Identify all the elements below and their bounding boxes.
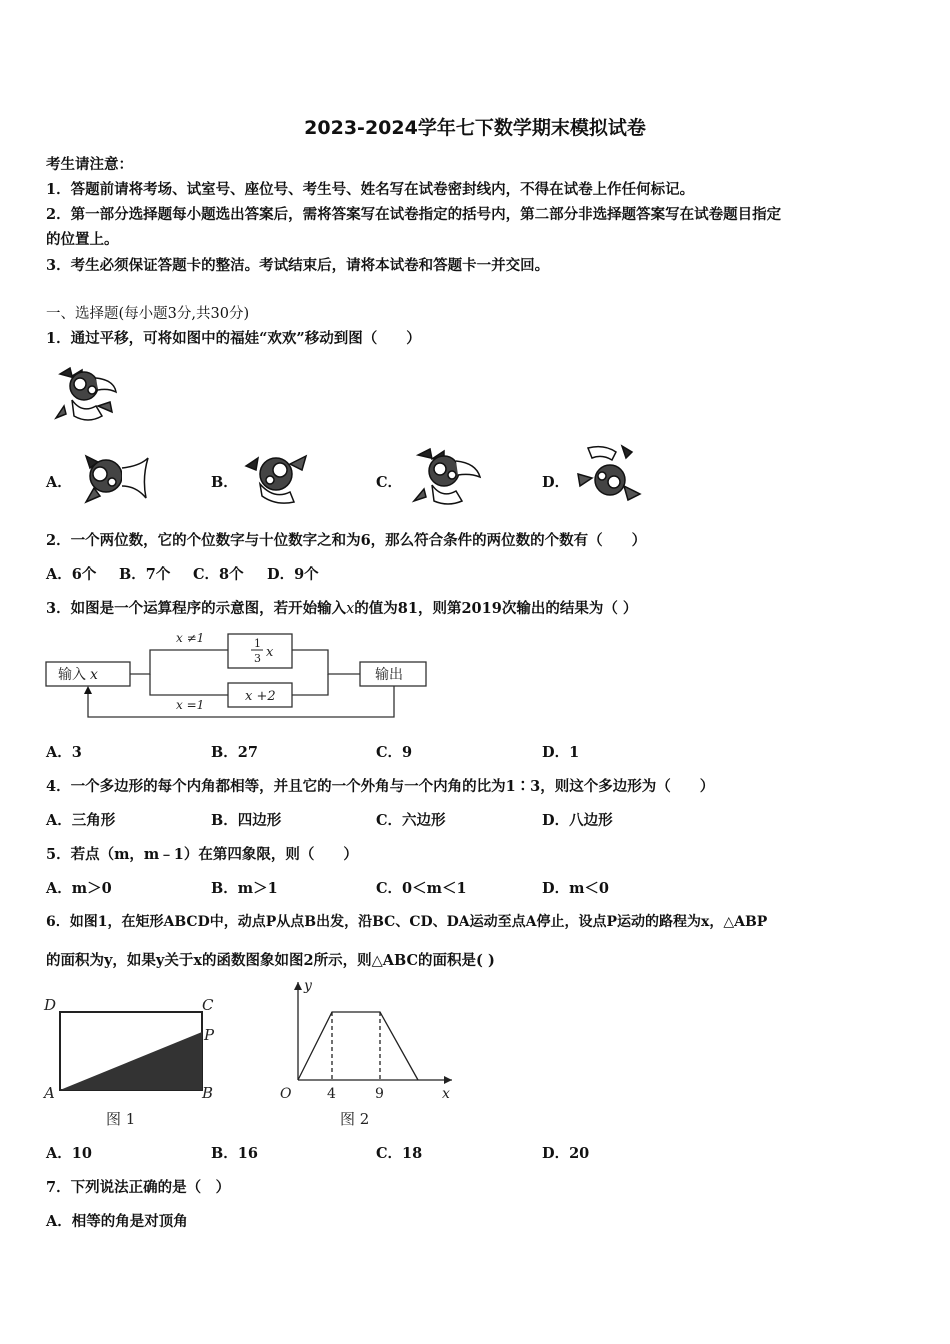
frac-denominator: 3 — [254, 652, 261, 665]
q3-option-c[interactable]: C．9 — [376, 744, 413, 761]
tick-4: 4 — [327, 1086, 336, 1102]
cond-equals-one: x =1 — [176, 698, 205, 712]
q5-stem: 5．若点（m，m﹣1）在第四象限，则（ ） — [46, 846, 358, 863]
notice-heading: 考生请注意： — [46, 156, 133, 173]
fuwa-option-c-image — [410, 447, 484, 507]
q6-figure-1 — [42, 994, 222, 1130]
q6-stem-line1: 6．如图1，在矩形ABCD中，动点P从点B出发，沿BC、CD、DA运动至点A停止，设点P运动的路程为x，△ABP — [46, 914, 768, 930]
frac-var: x — [266, 645, 274, 660]
fig1-caption: 图 1 — [106, 1110, 136, 1128]
q2-option-b[interactable]: B．7个 — [119, 566, 171, 583]
fuwa-option-d-image — [574, 444, 646, 504]
q3-option-a[interactable]: A．3 — [46, 744, 82, 761]
q6-option-d[interactable]: D．20 — [542, 1145, 590, 1162]
q1-option-b[interactable]: B． — [211, 474, 238, 491]
q2-option-c[interactable]: C．8个 — [193, 566, 244, 583]
q3-option-d[interactable]: D．1 — [542, 744, 580, 761]
fuwa-option-a-image — [76, 448, 152, 506]
page-title: 2023-2024学年七下数学期末模拟试卷 — [304, 117, 646, 139]
cond-not-one: x ≠1 — [176, 631, 205, 645]
section-heading: 一、选择题(每小题3分,共30分) — [46, 306, 250, 322]
triangle-abp — [60, 1032, 202, 1090]
label-a: A — [44, 1084, 55, 1102]
label-p: P — [204, 1026, 215, 1044]
q4-option-c[interactable]: C．六边形 — [376, 812, 446, 829]
q2-stem: 2．一个两位数，它的个位数字与十位数字之和为6，那么符合条件的两位数的个数有（ ） — [46, 532, 647, 549]
q1-option-c[interactable]: C． — [376, 474, 403, 491]
axis-label-x: x — [442, 1086, 450, 1102]
q4-option-d[interactable]: D．八边形 — [542, 812, 613, 829]
fig2-caption: 图 2 — [340, 1110, 370, 1128]
q3-option-b[interactable]: B．27 — [211, 744, 258, 761]
plus-expr: x +2 — [245, 689, 276, 704]
fuwa-option-b-image — [240, 446, 312, 506]
input-var: x — [90, 667, 98, 683]
input-label: 输入 — [58, 667, 86, 683]
label-b: B — [202, 1084, 214, 1102]
notice-item-3: 3．考生必须保证答题卡的整洁。考试结束后，请将本试卷和答题卡一并交回。 — [46, 257, 550, 274]
q1-option-d[interactable]: D． — [542, 474, 570, 491]
output-label: 输出 — [375, 667, 403, 683]
q6-option-b[interactable]: B．16 — [211, 1145, 258, 1162]
q3-stem — [46, 597, 637, 618]
axis-label-y: y — [304, 978, 312, 994]
q7-stem: 7．下列说法正确的是（ ） — [46, 1179, 231, 1196]
frac-numerator: 1 — [254, 637, 261, 650]
q6-option-c[interactable]: C．18 — [376, 1145, 423, 1162]
q5-option-a[interactable]: A．m＞0 — [46, 880, 112, 897]
label-c: C — [202, 996, 214, 1014]
q4-stem: 4．一个多边形的每个内角都相等，并且它的一个外角与一个内角的比为1∶3，则这个多边形为（ ） — [46, 778, 715, 795]
q5-option-d[interactable]: D．m＜0 — [542, 880, 610, 897]
q2-option-d[interactable]: D．9个 — [267, 566, 319, 583]
tick-9: 9 — [375, 1086, 384, 1102]
function-graph — [298, 1012, 418, 1080]
q1-option-a[interactable]: A． — [46, 474, 72, 491]
notice-item-2: 2．第一部分选择题每小题选出答案后，需将答案写在试卷指定的括号内，第二部分非选择题答案写在试卷题目指定 — [46, 206, 782, 223]
q5-option-c[interactable]: C．0＜m＜1 — [376, 880, 467, 897]
q2-option-a[interactable]: A．6个 — [46, 566, 97, 583]
q3-stem-part1: 3．如图是一个运算程序的示意图，若开始输入 — [46, 600, 347, 617]
q3-flow-diagram — [44, 627, 434, 722]
q5-option-b[interactable]: B．m＞1 — [211, 880, 278, 897]
q4-option-a[interactable]: A．三角形 — [46, 812, 116, 829]
fuwa-huanhuan-original-image — [52, 366, 124, 428]
q3-stem-part2: 的值为81，则第2019次输出的结果为（ ） — [354, 600, 638, 617]
q1-stem: 1．通过平移，可将如图中的福娃“欢欢”移动到图（ ） — [46, 330, 421, 347]
q6-figure-2-graph — [262, 976, 462, 1130]
q7-option-a[interactable]: A．相等的角是对顶角 — [46, 1213, 188, 1230]
q4-option-b[interactable]: B．四边形 — [211, 812, 282, 829]
origin-label: O — [280, 1086, 292, 1102]
q6-stem-line2: 的面积为y，如果y关于x的函数图象如图2所示，则△ABC的面积是( ) — [46, 952, 495, 969]
notice-item-1: 1．答题前请将考场、试室号、座位号、考生号、姓名写在试卷密封线内，不得在试卷上作任何标记。 — [46, 181, 695, 198]
notice-item-2-cont: 的位置上。 — [46, 231, 119, 248]
q3-stem-var: x — [346, 601, 355, 617]
label-d: D — [44, 996, 57, 1014]
q6-option-a[interactable]: A．10 — [46, 1145, 92, 1162]
